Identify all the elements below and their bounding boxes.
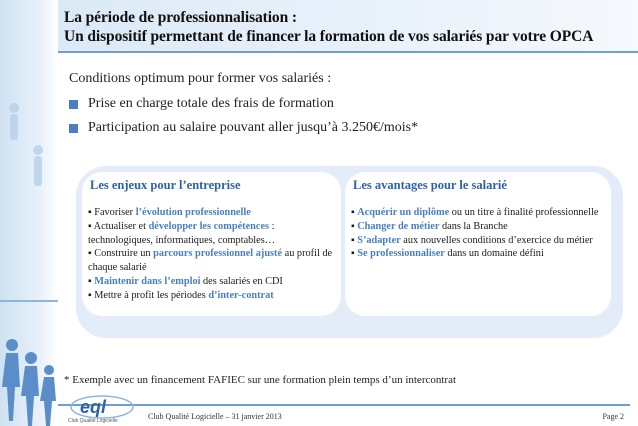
- decorative-people-illustration: [0, 0, 58, 426]
- panel-item: [88, 289, 335, 303]
- condition-bullet-text: Prise en charge totale des frais de formation: [88, 96, 334, 111]
- item-prefix: ▪: [351, 207, 358, 218]
- item-highlight: l’évolution professionnelle: [135, 207, 251, 218]
- item-prefix: ▪: [351, 248, 358, 260]
- panel-item: [351, 206, 605, 220]
- conditions-intro: Conditions optimum pour former vos salariés :: [69, 71, 332, 86]
- avantages-salarie-panel: [345, 172, 611, 316]
- slide-title-bar: [58, 0, 638, 53]
- item-highlight: d’inter-contrat: [208, 289, 274, 301]
- panel-item: [351, 247, 605, 261]
- logo-text: eql: [80, 397, 107, 417]
- item-suffix: au profil de chaque salarié: [88, 248, 333, 274]
- condition-bullet: [69, 120, 418, 136]
- footer-divider: [58, 404, 630, 406]
- footnote: * Exemple avec un financement FAFIEC sur une formation plein temps d’un intercontrat: [64, 374, 457, 386]
- slide-title-line2: Un dispositif permettant de financer la formation de vos salariés par votre OPCA: [64, 28, 594, 45]
- item-prefix: ▪: [351, 234, 358, 246]
- condition-bullet: [69, 96, 334, 112]
- condition-bullet-text: Participation au salaire pouvant aller jusqu’à 3.250€/mois*: [88, 120, 419, 135]
- panel-item: [88, 275, 335, 289]
- item-prefix: ▪ Mettre à profit les périodes: [88, 289, 209, 301]
- item-suffix: des salariés en CDI: [200, 275, 283, 287]
- item-highlight: parcours professionnel ajusté: [153, 248, 283, 260]
- item-highlight: Changer de métier: [357, 220, 440, 232]
- item-suffix: : technologiques, informatiques, comptables…: [88, 220, 276, 246]
- logo-subtitle: Club Qualité Logicielle: [68, 418, 118, 424]
- footer-event-info: Club Qualité Logicielle – 31 janvier 2013: [148, 412, 282, 421]
- eql-logo: [68, 394, 134, 426]
- item-suffix: dans la Branche: [439, 220, 508, 232]
- square-bullet-icon: [69, 100, 78, 109]
- panel-body: [351, 206, 605, 261]
- item-prefix: ▪: [351, 220, 358, 232]
- panel-item: [351, 220, 605, 234]
- panel-title: Les avantages pour le salarié: [353, 178, 507, 192]
- panel-body: [88, 206, 335, 303]
- item-prefix: ▪ Construire un: [88, 248, 154, 260]
- item-suffix: dans un domaine défini: [444, 248, 544, 260]
- page-number: Page 2: [602, 412, 624, 421]
- people-silhouettes-icon: [0, 0, 58, 426]
- panel-item: [88, 206, 335, 220]
- item-highlight: Se professionnaliser: [357, 248, 445, 260]
- item-prefix: ▪ Actualiser et: [88, 220, 149, 232]
- item-suffix: ou un titre à finalité professionnelle: [449, 207, 599, 218]
- panel-item: [88, 247, 335, 275]
- item-prefix: ▪: [88, 275, 95, 287]
- panel-item: [351, 234, 605, 248]
- item-highlight: Maintenir dans l’emploi: [94, 275, 201, 287]
- panel-item: [88, 220, 335, 248]
- slide-title-line1: La période de professionnalisation :: [64, 9, 297, 26]
- item-highlight: S’adapter: [357, 234, 401, 246]
- item-prefix: ▪ Favoriser: [88, 207, 136, 218]
- enjeux-entreprise-panel: [82, 172, 341, 316]
- item-suffix: aux nouvelles conditions d’exercice du métier: [400, 234, 593, 246]
- panel-title: Les enjeux pour l’entreprise: [90, 178, 241, 192]
- item-highlight: développer les compétences: [148, 220, 270, 232]
- item-highlight: Acquérir un diplôme: [357, 207, 450, 218]
- square-bullet-icon: [69, 124, 78, 133]
